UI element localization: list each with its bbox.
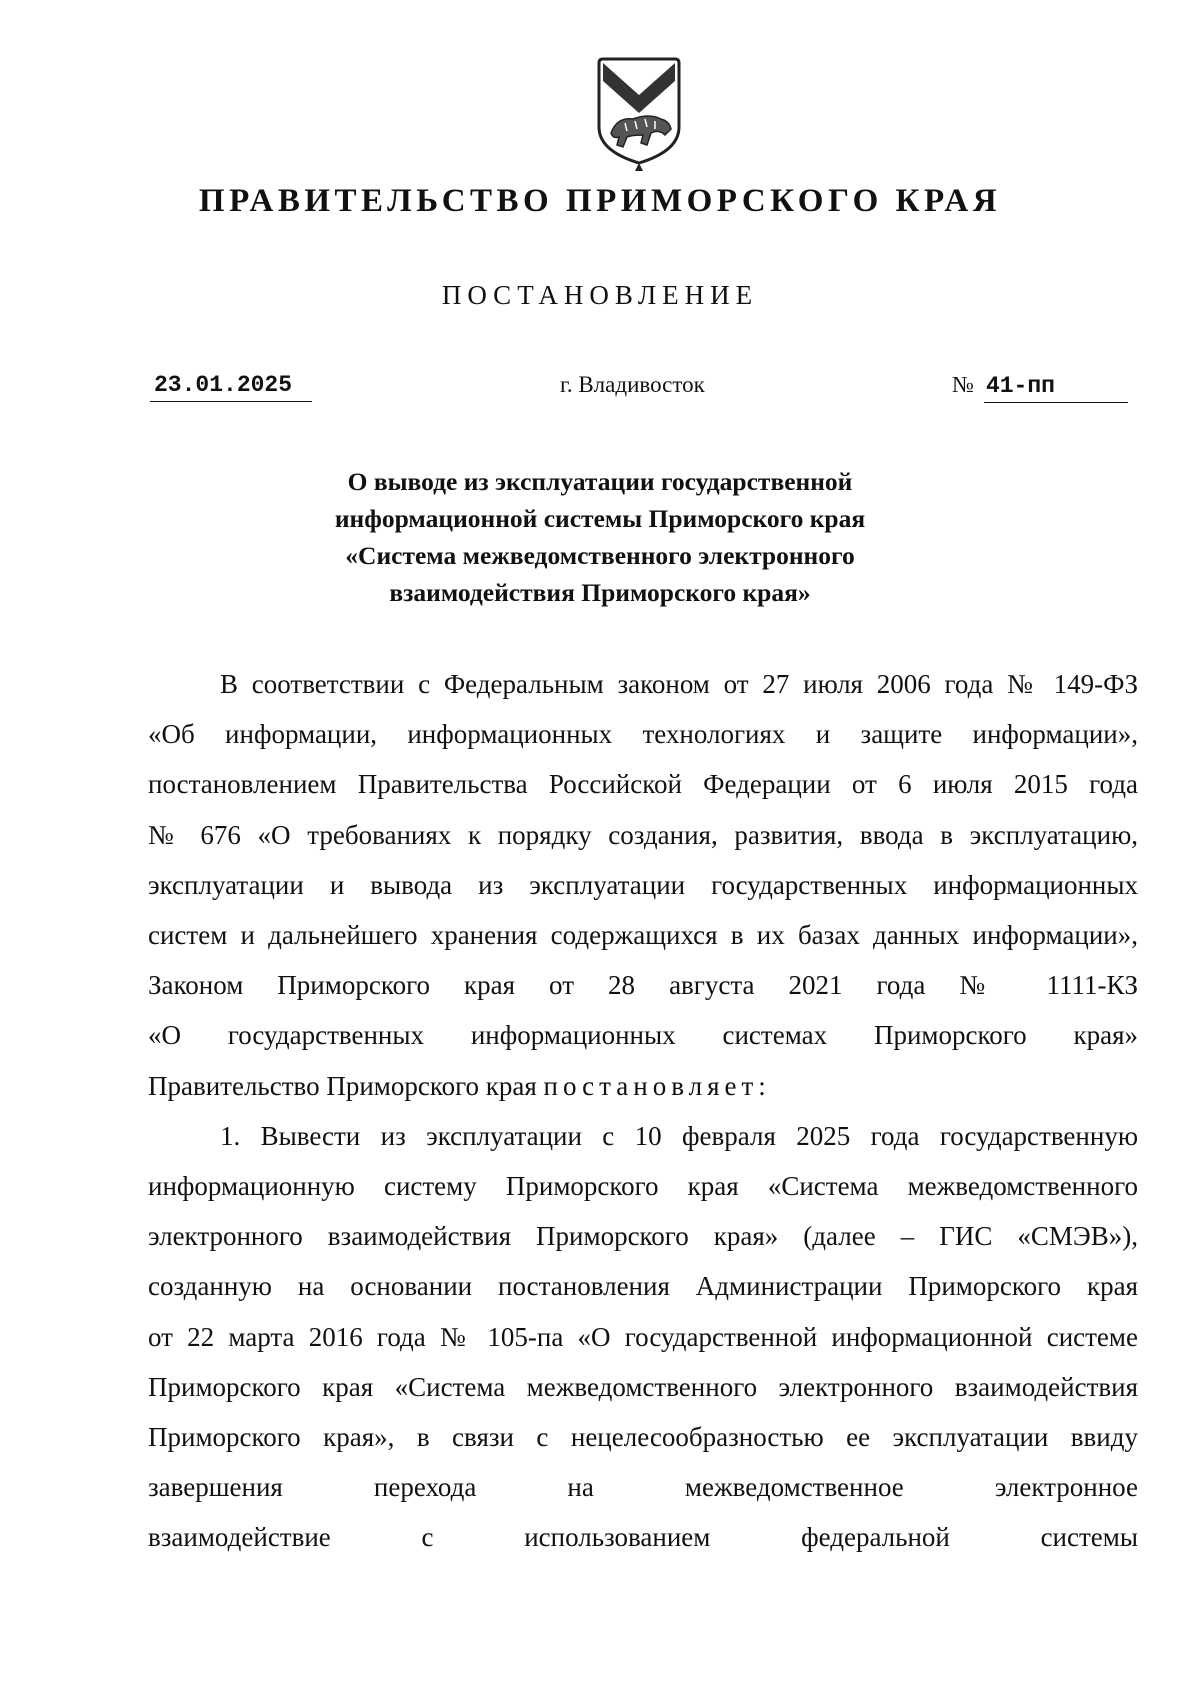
number-sign: № bbox=[952, 372, 974, 397]
body-line: Законом Приморского края от 28 августа 2021 года № 1111-КЗ bbox=[148, 970, 1138, 1001]
body-line: Приморского края «Система межведомственного электронного взаимодействия bbox=[148, 1371, 1138, 1402]
body-line: «Об информации, информационных технологиях и защите информации», bbox=[148, 719, 1138, 750]
body-line: взаимодействие с использованием федеральной системы bbox=[148, 1522, 1138, 1553]
body-line: систем и дальнейшего хранения содержащихся в их базах данных информации», bbox=[148, 920, 1138, 951]
document-city: г. Владивосток bbox=[560, 372, 705, 397]
body-line-text: Правительство Приморского края bbox=[148, 1070, 537, 1101]
heading-line: «Система межведомственного электронного bbox=[345, 541, 855, 570]
document-date: 23.01.2025 bbox=[150, 372, 312, 402]
heading-line: информационной системы Приморского края bbox=[334, 504, 866, 533]
document-number bbox=[952, 372, 1128, 403]
body-line: № 676 «О требованиях к порядку создания, развития, ввода в эксплуатацию, bbox=[148, 819, 1138, 850]
government-title: ПРАВИТЕЛЬСТВО ПРИМОРСКОГО КРАЯ bbox=[198, 183, 1002, 219]
body-line: 1. Вывести из эксплуатации с 10 февраля 2025 года государственную bbox=[220, 1120, 1138, 1151]
resolve-word: постановляет: bbox=[543, 1070, 771, 1101]
document-type: ПОСТАНОВЛЕНИЕ bbox=[441, 280, 759, 310]
body-line: созданную на основании постановления Администрации Приморского края bbox=[148, 1271, 1138, 1302]
number-value: 41-пп bbox=[984, 373, 1128, 403]
body-line: от 22 марта 2016 года № 105-па «О государственной информационной системе bbox=[148, 1321, 1138, 1352]
body-line: информационную систему Приморского края «Система межведомственного bbox=[148, 1171, 1138, 1202]
body-line: завершения перехода на межведомственное электронное bbox=[148, 1472, 1138, 1503]
heading-line: взаимодействия Приморского края» bbox=[389, 578, 811, 607]
body-line: Приморского края», в связи с нецелесообразностью ее эксплуатации ввиду bbox=[148, 1422, 1138, 1453]
body-line bbox=[148, 1061, 1138, 1111]
body-line: В соответствии с Федеральным законом от 27 июля 2006 года № 149-ФЗ bbox=[220, 669, 1138, 699]
body-line: эксплуатации и вывода из эксплуатации государственных информационных bbox=[148, 869, 1138, 900]
body-line: электронного взаимодействия Приморского края» (далее – ГИС «СМЭВ»), bbox=[148, 1221, 1138, 1252]
heading-line: О выводе из эксплуатации государственной bbox=[347, 467, 853, 496]
document-heading bbox=[0, 463, 1200, 611]
body-line: постановлением Правительства Российской Федерации от 6 июля 2015 года bbox=[148, 769, 1138, 800]
coat-of-arms-icon bbox=[589, 55, 689, 175]
body-line: «О государственных информационных системах Приморского края» bbox=[148, 1020, 1138, 1051]
document-body bbox=[148, 659, 1138, 1563]
